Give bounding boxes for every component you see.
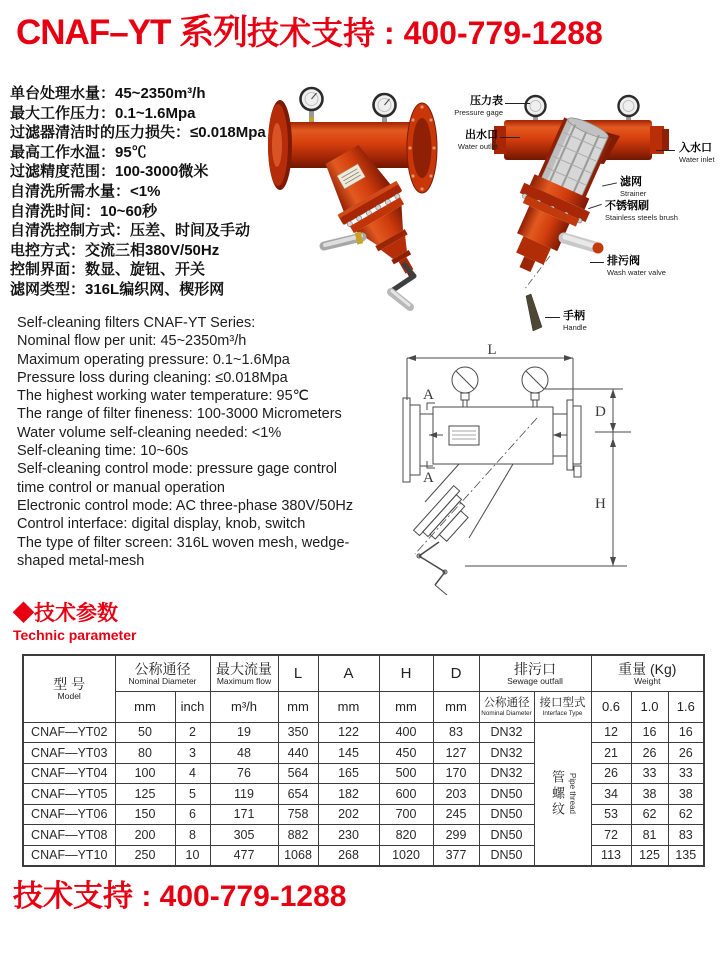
cell-w16: 33 [668, 763, 704, 784]
callout-cn: 入水口 [679, 142, 712, 154]
callout-en: Water inlet [679, 155, 715, 164]
col-A: A [318, 655, 379, 691]
callout-en: Pressure gage [454, 108, 503, 117]
cell-model: CNAF—YT10 [23, 845, 115, 866]
col-sewage-cn: 排污口 [514, 660, 556, 677]
cell-H: 400 [379, 722, 433, 743]
wash-water-valve [564, 237, 604, 254]
cell-model: CNAF—YT02 [23, 722, 115, 743]
drain-pipe [324, 232, 363, 246]
col-unit-mm: mm [318, 691, 379, 722]
cell-inch: 3 [175, 743, 210, 764]
col-weight-1.0: 1.0 [631, 691, 668, 722]
spec-line-cn: 自清洗时间：10~60秒 [10, 202, 158, 220]
cell-A: 230 [318, 825, 379, 846]
cell-inch: 6 [175, 804, 210, 825]
col-model-en: Model [57, 691, 81, 702]
callout-cn: 排污阀 [607, 255, 640, 267]
table-row [23, 722, 704, 743]
cell-w10: 26 [631, 743, 668, 764]
callout-wash-valve [607, 255, 666, 277]
cell-inch: 8 [175, 825, 210, 846]
cell-model: CNAF—YT04 [23, 763, 115, 784]
cell-L: 564 [278, 763, 318, 784]
cell-D: 170 [433, 763, 479, 784]
col-sewage-outfall [479, 655, 591, 691]
cell-H: 600 [379, 784, 433, 805]
dim-label-H: H [595, 496, 606, 512]
leader-line [505, 103, 530, 104]
cell-L: 1068 [278, 845, 318, 866]
table-row [23, 763, 704, 784]
callout-cn: 不锈钢刷 [605, 200, 649, 212]
page-title [16, 5, 603, 55]
col-sewage-nominal-diameter [479, 691, 534, 722]
spec-line-en: Self-cleaning filters CNAF-YT Series: [17, 315, 256, 331]
spec-line-en: Nominal flow per unit: 45~2350m³/h [17, 333, 247, 350]
col-weight-en: Weight [634, 675, 661, 686]
series-title: CNAF–YT 系列 [16, 13, 248, 52]
cell-sewage: DN50 [479, 825, 534, 846]
spec-line-en: Self-cleaning time: 10~60s [17, 443, 189, 460]
cell-A: 145 [318, 743, 379, 764]
cell-sewage: DN50 [479, 804, 534, 825]
cell-L: 440 [278, 743, 318, 764]
cell-flow: 477 [210, 845, 278, 866]
cell-inch: 10 [175, 845, 210, 866]
cell-w10: 33 [631, 763, 668, 784]
specs-chinese [10, 84, 266, 300]
col-it-cn: 接口型式 [539, 696, 586, 709]
section-header [13, 600, 136, 643]
col-weight-1.6: 1.6 [668, 691, 704, 722]
cell-w10: 38 [631, 784, 668, 805]
cell-H: 450 [379, 743, 433, 764]
cell-A: 182 [318, 784, 379, 805]
cell-L: 654 [278, 784, 318, 805]
cell-w06: 34 [591, 784, 631, 805]
cell-sewage: DN32 [479, 722, 534, 743]
callout-cn: 滤网 [620, 176, 642, 188]
cell-L: 882 [278, 825, 318, 846]
section-title-cn: ◆技术参数 [13, 602, 118, 625]
cell-mm: 200 [115, 825, 175, 846]
spec-line-en: time control or manual operation [17, 479, 225, 496]
spec-line-cn: 最大工作压力：0.1~1.6Mpa [10, 104, 196, 122]
spec-line-cn: 控制界面：数显、旋钮、开关 [10, 261, 206, 279]
cell-model: CNAF—YT03 [23, 743, 115, 764]
leader-line [656, 150, 675, 151]
interface-type-en: Pipe thread [568, 773, 577, 814]
cell-w06: 12 [591, 722, 631, 743]
cell-w06: 113 [591, 845, 631, 866]
callout-cn: 压力表 [470, 95, 503, 107]
table-row [23, 845, 704, 866]
table-row [23, 743, 704, 764]
col-it-en: Interface Type [542, 709, 583, 717]
callout-brush [605, 200, 678, 222]
cell-w16: 83 [668, 825, 704, 846]
leader-line [500, 137, 520, 138]
cell-w06: 26 [591, 763, 631, 784]
col-unit-m3h: m³/h [210, 691, 278, 722]
col-model [23, 655, 115, 722]
cell-flow: 48 [210, 743, 278, 764]
spec-line-en: Maximum operating pressure: 0.1~1.6Mpa [17, 351, 290, 368]
col-weight-cn: 重量 (Kg) [618, 660, 677, 677]
cell-model: CNAF—YT08 [23, 825, 115, 846]
cell-sewage: DN50 [479, 845, 534, 866]
callout-cn: 手柄 [563, 310, 585, 322]
callout-en: Water outlet [457, 142, 498, 151]
spec-line-en: The range of filter fineness: 100-3000 Micrometers [17, 406, 342, 423]
cell-inch: 4 [175, 763, 210, 784]
cell-w10: 81 [631, 825, 668, 846]
spec-line-cn: 单台处理水量：45~2350m³/h [10, 85, 206, 102]
callout-water-outlet [440, 129, 498, 151]
support-phone-top: 技术支持 : 400-779-1288 [247, 15, 603, 51]
cell-L: 350 [278, 722, 318, 743]
col-mf-cn: 最大流量 [216, 660, 272, 677]
col-D: D [433, 655, 479, 691]
callout-en: Handle [563, 323, 587, 332]
cell-H: 1020 [379, 845, 433, 866]
cell-mm: 50 [115, 722, 175, 743]
cell-w06: 53 [591, 804, 631, 825]
section-title-en: Technic parameter [13, 627, 137, 643]
dim-label-A-top: A [423, 387, 434, 403]
callout-en: Wash water valve [607, 268, 666, 277]
interface-type-cn: 管螺纹 [550, 769, 565, 818]
specs-english [17, 314, 353, 570]
callout-cn: 出水口 [465, 129, 498, 141]
cell-mm: 125 [115, 784, 175, 805]
spec-line-en: Water volume self-cleaning needed: <1% [17, 424, 282, 441]
product-photo-front [268, 80, 468, 320]
spec-line-cn: 自清洗控制方式：压差、时间及手动 [10, 222, 251, 240]
leader-line [545, 317, 560, 318]
spec-line-cn: 电控方式：交流三相380V/50Hz [10, 241, 220, 259]
dim-label-A-bottom: A [423, 470, 434, 486]
cell-w16: 16 [668, 722, 704, 743]
table-row [23, 784, 704, 805]
col-L: L [278, 655, 318, 691]
col-weight [591, 655, 704, 691]
spec-line-en: shaped metal-mesh [17, 552, 145, 569]
spec-line-en: Self-cleaning control mode: pressure gage control [17, 461, 337, 478]
cell-H: 500 [379, 763, 433, 784]
cell-A: 202 [318, 804, 379, 825]
cell-D: 83 [433, 722, 479, 743]
callout-en: Strainer [620, 189, 647, 198]
spec-line-cn: 过滤精度范围：100-3000微米 [10, 163, 209, 181]
support-phone-bottom: 技术支持 : 400-779-1288 [13, 880, 347, 913]
spec-line-cn: 滤网类型：316L编织网、楔形网 [10, 280, 225, 298]
cell-w06: 21 [591, 743, 631, 764]
handle-part [526, 294, 542, 331]
callout-strainer [620, 176, 646, 198]
cell-inch: 2 [175, 722, 210, 743]
dim-label-D: D [595, 404, 606, 420]
cell-sewage: DN32 [479, 763, 534, 784]
spec-line-en: Electronic control mode: AC three-phase 380V/50Hz [17, 497, 354, 514]
col-unit-mm: mm [379, 691, 433, 722]
col-unit-inch: inch [175, 691, 210, 722]
cell-inch: 5 [175, 784, 210, 805]
cell-w16: 135 [668, 845, 704, 866]
cell-w06: 72 [591, 825, 631, 846]
col-snd-en: Nominal Diameter [481, 709, 532, 717]
cell-mm: 150 [115, 804, 175, 825]
callout-water-inlet [679, 142, 715, 164]
cell-w16: 62 [668, 804, 704, 825]
cell-flow: 76 [210, 763, 278, 784]
col-model-cn: 型 号 [53, 676, 86, 693]
cell-mm: 100 [115, 763, 175, 784]
cell-sewage: DN32 [479, 743, 534, 764]
callout-pressure-gage [443, 95, 503, 117]
pressure-gauge-icon [526, 96, 546, 124]
col-snd-cn: 公称通径 [483, 696, 530, 709]
cell-flow: 119 [210, 784, 278, 805]
cell-D: 245 [433, 804, 479, 825]
cell-L: 758 [278, 804, 318, 825]
cell-model: CNAF—YT05 [23, 784, 115, 805]
cell-D: 127 [433, 743, 479, 764]
spec-line-en: Pressure loss during cleaning: ≤0.018Mpa [17, 369, 288, 386]
col-unit-mm: mm [433, 691, 479, 722]
col-interface-type [534, 691, 591, 722]
col-nd-cn: 公称通径 [134, 660, 191, 677]
dim-label-L: L [487, 342, 497, 358]
pressure-gauge-icon [619, 96, 639, 124]
table-row [23, 804, 704, 825]
cell-H: 820 [379, 825, 433, 846]
col-weight-0.6: 0.6 [591, 691, 631, 722]
spec-line-cn: 最高工作水温：95℃ [10, 143, 147, 161]
cell-H: 700 [379, 804, 433, 825]
cell-mm: 80 [115, 743, 175, 764]
cell-D: 377 [433, 845, 479, 866]
col-unit-mm: mm [278, 691, 318, 722]
cell-w16: 38 [668, 784, 704, 805]
col-nd-en: Nominal Diameter [128, 675, 197, 686]
cell-w16: 26 [668, 743, 704, 764]
cell-sewage: DN50 [479, 784, 534, 805]
spec-line-en: The highest working water temperature: 95℃ [17, 388, 309, 405]
spec-line-cn: 自清洗所需水量：<1% [10, 182, 161, 200]
spec-line-en: Control interface: digital display, knob, switch [17, 516, 306, 533]
cell-D: 299 [433, 825, 479, 846]
pressure-gauge-icon [301, 88, 323, 123]
cell-D: 203 [433, 784, 479, 805]
cell-A: 122 [318, 722, 379, 743]
leader-line [590, 262, 604, 263]
cell-flow: 19 [210, 722, 278, 743]
technic-parameter-table [22, 654, 705, 867]
col-unit-mm: mm [115, 691, 175, 722]
col-H: H [379, 655, 433, 691]
cell-flow: 305 [210, 825, 278, 846]
cell-w10: 16 [631, 722, 668, 743]
col-mf-en: Maximum flow [216, 675, 272, 686]
cell-w10: 125 [631, 845, 668, 866]
cell-flow: 171 [210, 804, 278, 825]
callout-handle [563, 310, 587, 332]
cell-mm: 250 [115, 845, 175, 866]
table-row [23, 825, 704, 846]
cell-A: 268 [318, 845, 379, 866]
col-sewage-en: Sewage outfall [507, 675, 563, 686]
spec-line-cn: 过滤器清洁时的压力损失：≤0.018Mpa [10, 124, 266, 142]
callout-en: Stainless steels brush [605, 213, 678, 222]
col-nominal-diameter [115, 655, 210, 691]
col-max-flow [210, 655, 278, 691]
cell-w10: 62 [631, 804, 668, 825]
cell-A: 165 [318, 763, 379, 784]
dimension-diagram [395, 342, 725, 604]
cell-model: CNAF—YT06 [23, 804, 115, 825]
cell-interface-type-merged [534, 722, 591, 866]
spec-line-en: The type of filter screen: 316L woven mesh, wedge- [17, 534, 350, 551]
crank-handle [389, 263, 415, 307]
